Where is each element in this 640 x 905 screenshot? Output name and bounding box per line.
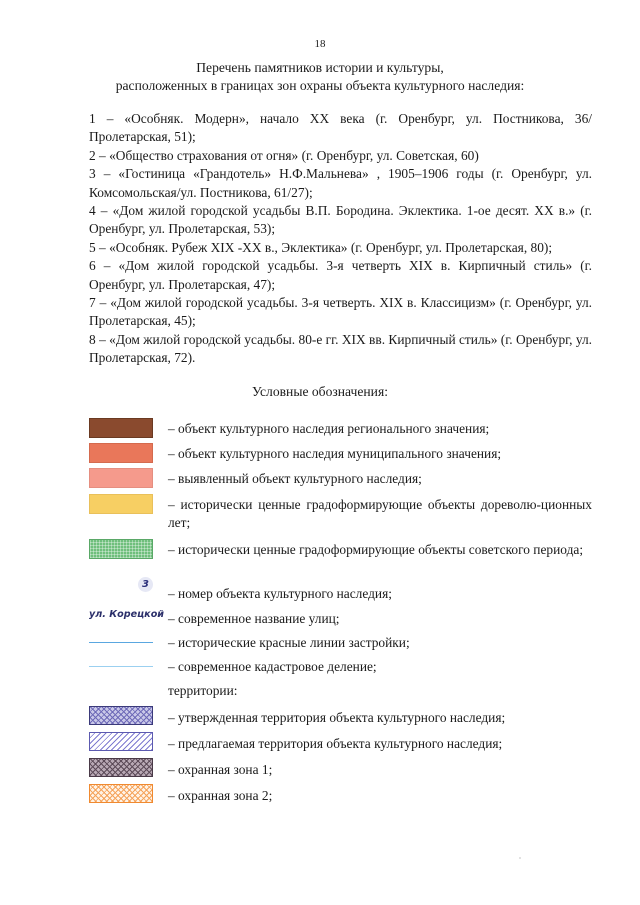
cadastral-symbol <box>89 657 153 677</box>
monument-item-4: 4 – «Дом жилой городской усадьбы В.П. Бородина. Эклектика. 1-ое десят. XX в.» (г. Оренбург, ул. Пролетарская, 53); <box>89 203 592 237</box>
cadastral-line <box>89 666 153 667</box>
protection-zone-2-swatch <box>89 784 153 803</box>
soviet-objects-swatch <box>89 539 153 559</box>
monument-list <box>89 110 592 368</box>
red-lines-symbol <box>89 633 153 653</box>
legend-text: – исторические красные линии застройки; <box>168 635 410 650</box>
monument-item-6: 6 – «Дом жилой городской усадьбы. 3-я четверть XIX в. Кирпичный стиль» (г. Оренбург, ул. Пролетарская, 47); <box>89 258 592 292</box>
object-number-label: 3 <box>138 577 153 592</box>
legend-text: – исторически ценные градоформирующие объекты дореволю-ционных лет; <box>168 497 592 531</box>
street-name-symbol <box>89 606 165 626</box>
legend-text: – охранная зона 1; <box>168 762 273 777</box>
monument-item-7: 7 – «Дом жилой городской усадьбы. 3-я четверть. XIX в. Классицизм» (г. Оренбург, ул. Пролетарская, 45); <box>89 295 592 329</box>
legend-text: – современное название улиц; <box>168 611 340 626</box>
scan-speck <box>519 857 521 859</box>
list-title-line-1: Перечень памятников истории и культуры, <box>196 60 444 75</box>
legend-text: – охранная зона 2; <box>168 788 273 803</box>
protection-zone-1-swatch <box>89 758 153 777</box>
list-title-line-2: расположенных в границах зон охраны объекта культурного наследия: <box>115 78 525 93</box>
proposed-territory-swatch <box>89 732 153 751</box>
monument-item-8: 8 – «Дом жилой городской усадьбы. 80-е гг. XIX вв. Кирпичный стиль» (г. Оренбург, ул. Пролетарская, 72). <box>89 331 592 366</box>
legend-text: – современное кадастровое деление; <box>168 659 377 674</box>
legend-text: – предлагаемая территория объекта культурного наследия; <box>168 736 503 751</box>
territories-label: территории: <box>168 683 238 698</box>
legend-title: Условные обозначения: <box>252 384 388 399</box>
monument-item-5: 5 – «Особняк. Рубеж XIX -XX в., Эклектика» (г. Оренбург, ул. Пролетарская, 80); <box>89 239 553 255</box>
legend-text: – выявленный объект культурного наследия; <box>168 471 422 486</box>
list-title <box>60 59 580 95</box>
legend-text: – номер объекта культурного наследия; <box>168 586 392 601</box>
object-number-symbol <box>89 577 153 597</box>
historic-red-line <box>89 642 153 643</box>
municipal-heritage-swatch <box>89 443 153 463</box>
page-number: 18 <box>314 38 326 50</box>
monument-item-3: 3 – «Гостиница «Грандотель» Н.Ф.Мальнева» , 1905–1906 годы (г. Оренбург, ул. Комсомольская/ул. Постникова, 61/27); <box>89 166 592 200</box>
prerevolutionary-objects-swatch <box>89 494 153 514</box>
legend-text: – исторически ценные градоформирующие объекты советского периода; <box>168 542 584 557</box>
legend-text: – утвержденная территория объекта культурного наследия; <box>168 710 506 725</box>
identified-heritage-swatch <box>89 468 153 488</box>
legend-text: – объект культурного наследия регионального значения; <box>168 421 490 436</box>
monument-item-1: 1 – «Особняк. Модерн», начало XX века (г. Оренбург, ул. Постникова, 36/ Пролетарская, 51); <box>89 111 592 145</box>
regional-heritage-swatch <box>89 418 153 438</box>
monument-item-2: 2 – «Общество страхования от огня» (г. Оренбург, ул. Советская, 60) <box>89 147 479 163</box>
street-name-label: ул. Корецкой <box>89 609 165 620</box>
approved-territory-swatch <box>89 706 153 725</box>
legend-text: – объект культурного наследия муниципального значения; <box>168 446 502 461</box>
